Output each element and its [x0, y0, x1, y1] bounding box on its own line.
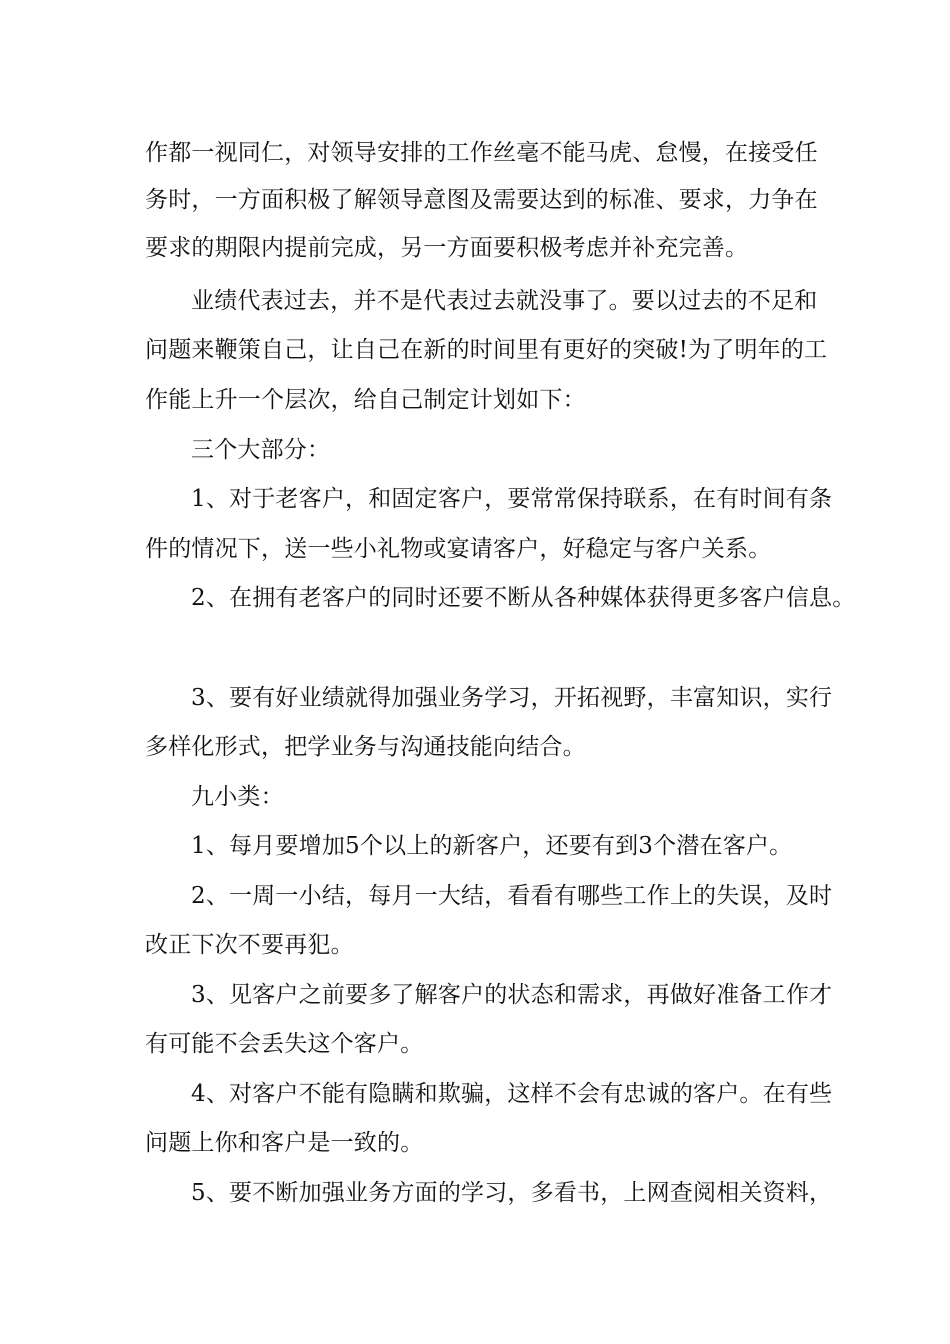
text-line: 2、在拥有老客户的同时还要不断从各种媒体获得更多客户信息。: [191, 585, 856, 611]
text-line: 2、一周一小结，每月一大结，看看有哪些工作上的失误，及时: [191, 883, 833, 909]
text-line: 4、对客户不能有隐瞒和欺骗，这样不会有忠诚的客户。在有些: [191, 1081, 833, 1107]
text-line: 3、见客户之前要多了解客户的状态和需求，再做好准备工作才: [191, 982, 833, 1008]
text-line: 九小类：: [191, 784, 284, 810]
text-line: 3、要有好业绩就得加强业务学习，开拓视野，丰富知识，实行: [191, 685, 833, 711]
text-line: 务时，一方面积极了解领导意图及需要达到的标准、要求，力争在: [145, 187, 818, 213]
text-line: 问题上你和客户是一致的。: [145, 1130, 424, 1156]
text-line: 有可能不会丢失这个客户。: [145, 1031, 424, 1057]
text-line: 问题来鞭策自己，让自己在新的时间里有更好的突破!为了明年的工: [145, 337, 828, 363]
text-line: 1、对于老客户，和固定客户，要常常保持联系，在有时间有条: [191, 486, 833, 512]
text-line: 改正下次不要再犯。: [145, 932, 354, 958]
text-line: 要求的期限内提前完成，另一方面要积极考虑并补充完善。: [145, 235, 749, 261]
text-line: 业绩代表过去，并不是代表过去就没事了。要以过去的不足和: [191, 288, 818, 314]
text-line: 件的情况下，送一些小礼物或宴请客户，好稳定与客户关系。: [145, 536, 772, 562]
text-line: 1、每月要增加5个以上的新客户，还要有到3个潜在客户。: [191, 833, 793, 859]
text-line: 三个大部分：: [191, 437, 331, 463]
text-line: 5、要不断加强业务方面的学习，多看书，上网查阅相关资料，: [191, 1180, 833, 1206]
text-line: 作能上升一个层次，给自己制定计划如下：: [145, 387, 586, 413]
text-line: 作都一视同仁，对领导安排的工作丝毫不能马虎、怠慢，在接受任: [145, 140, 818, 166]
text-line: 多样化形式，把学业务与沟通技能向结合。: [145, 734, 586, 760]
